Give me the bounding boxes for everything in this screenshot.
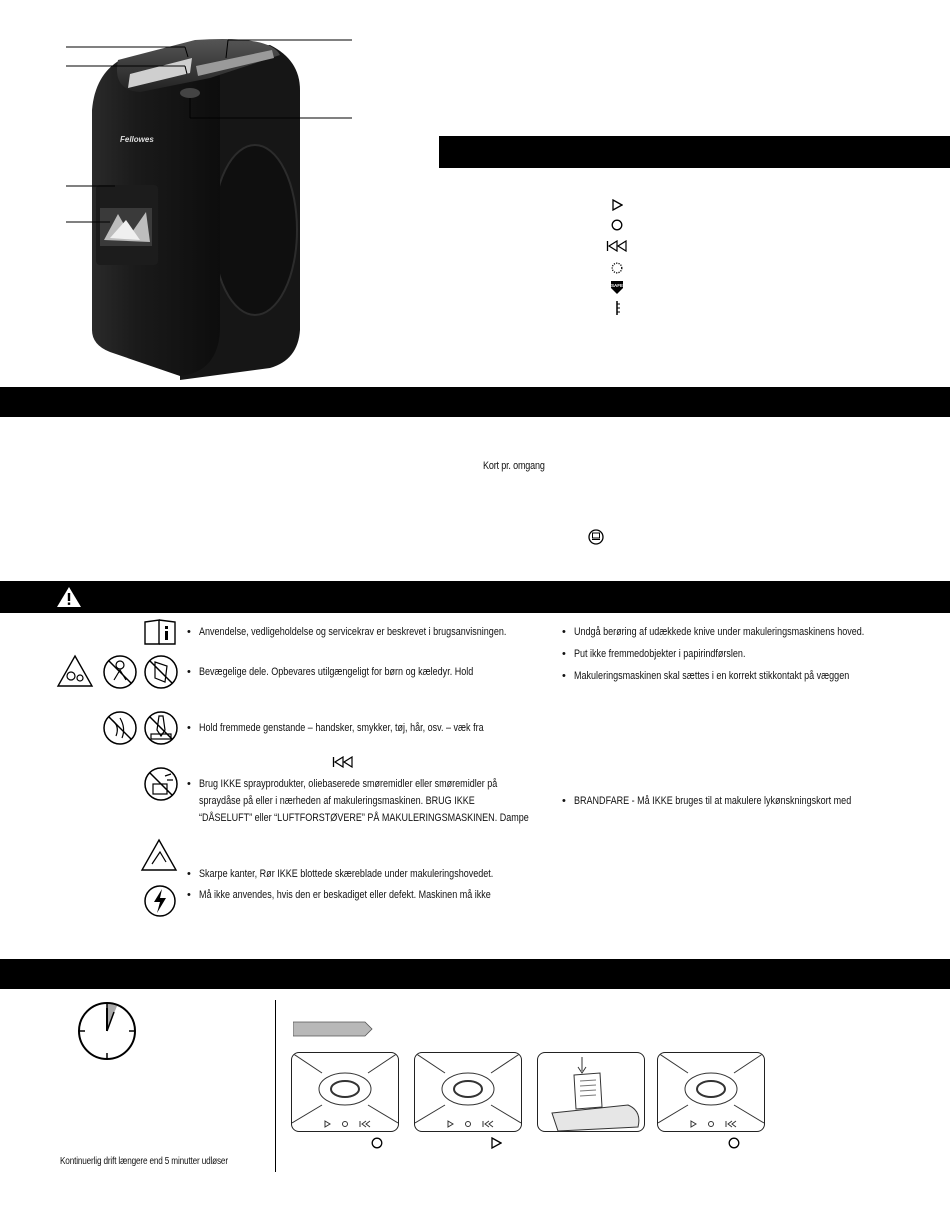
thermometer-icon bbox=[614, 300, 622, 316]
moving-parts-warning-icon bbox=[56, 654, 94, 688]
safety-right-4: • BRANDFARE - Må IKKE bruges til at makulere lykønskningskort med bbox=[562, 795, 852, 807]
step-4-circle-icon bbox=[728, 1137, 740, 1149]
controls-header-bar bbox=[439, 136, 950, 168]
safety-left-1: • Anvendelse, vedligeholdelse og servicekrav er beskrevet i brugsanvisningen. bbox=[187, 626, 507, 638]
svg-text:SAFE: SAFE bbox=[610, 283, 624, 288]
safety-left-5: • Skarpe kanter, Rør IKKE blottede skæreblade under makuleringshovedet. bbox=[187, 868, 494, 880]
safesense-icon bbox=[609, 280, 625, 294]
circle-icon bbox=[611, 219, 623, 231]
safety-left-6: • Må ikke anvendes, hvis den er beskadiget eller defekt. Maskinen må ikke bbox=[187, 889, 491, 901]
continuous-run-note: Kontinuerlig drift længere end 5 minutter udløser bbox=[60, 1156, 228, 1167]
safety-left-4: • Brug IKKE sprayprodukter, oliebaserede smøremidler eller smøremidler på bbox=[187, 778, 498, 790]
step-panel-4 bbox=[657, 1052, 765, 1132]
safety-left-2: • Bevægelige dele. Opbevares utilgængeligt for børn og kæledyr. Hold bbox=[187, 666, 474, 678]
manual-info-icon bbox=[143, 618, 177, 646]
sharp-edges-warning-icon bbox=[140, 838, 178, 872]
no-loose-clothing-icon bbox=[102, 710, 138, 746]
step-panel-2 bbox=[414, 1052, 522, 1132]
safety-left-3: • Hold fremmede genstande – handsker, smykker, tøj, hår, osv. – væk fra bbox=[187, 722, 484, 734]
play-icon bbox=[611, 199, 623, 211]
reverse-icon bbox=[606, 240, 628, 252]
electric-hazard-icon bbox=[143, 884, 177, 918]
no-children-icon bbox=[102, 654, 138, 690]
safety-right-2: • Put ikke fremmedobjekter i papirindførslen. bbox=[562, 648, 746, 660]
arrow-graphic bbox=[293, 1021, 373, 1037]
shredder-head-icon bbox=[588, 529, 604, 545]
step-panel-3 bbox=[537, 1052, 645, 1132]
safety-header-bar bbox=[0, 581, 950, 613]
reverse-icon-inline bbox=[332, 756, 354, 768]
column-divider bbox=[275, 1000, 276, 1172]
dotted-circle-icon bbox=[611, 262, 623, 274]
safety-left-4c: “DÅSELUFT” eller “LUFTFORSTØVERE” PÅ MAKULERINGSMASKINEN. Dampe bbox=[199, 812, 529, 824]
safety-right-3: • Makuleringsmaskinen skal sættes i en korrekt stikkontakt på væggen bbox=[562, 670, 850, 682]
shredder-illustration bbox=[0, 0, 440, 385]
safety-right-1: • Undgå berøring af udækkede knive under makuleringsmaskinens hoved. bbox=[562, 626, 865, 638]
warning-icon bbox=[56, 586, 82, 608]
step-1-circle-icon bbox=[371, 1137, 383, 1149]
operation-header-bar bbox=[0, 959, 950, 989]
brand-logo: Fellowes bbox=[120, 135, 154, 144]
step-2-play-icon bbox=[490, 1137, 502, 1149]
no-tie-icon bbox=[143, 710, 179, 746]
no-aerosol-icon bbox=[143, 766, 179, 802]
step-panel-1 bbox=[291, 1052, 399, 1132]
safety-left-4b: spraydåse på eller i nærheden af makuleringsmaskinen. BRUG IKKE bbox=[199, 795, 475, 807]
specs-header-bar bbox=[0, 387, 950, 417]
clock-icon bbox=[72, 1000, 142, 1062]
cards-per-pass-label: Kort pr. omgang bbox=[483, 460, 545, 472]
no-hand-icon bbox=[143, 654, 179, 690]
